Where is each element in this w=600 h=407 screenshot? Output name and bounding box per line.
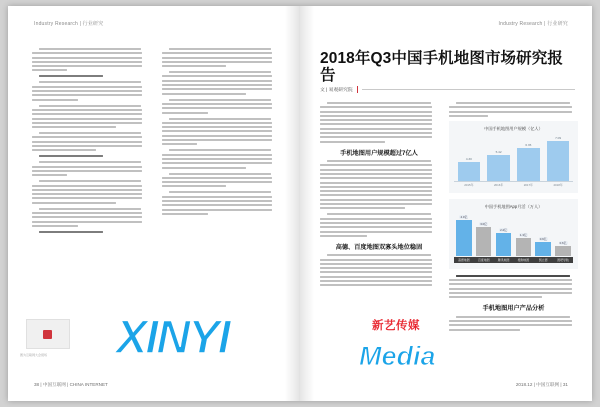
- x-tick-label: 2016年: [493, 182, 504, 187]
- bar: [516, 238, 531, 256]
- chart-app-monthly-active: [449, 199, 578, 269]
- paragraph: [162, 173, 278, 188]
- paragraph: [162, 191, 278, 214]
- right-column-1: [320, 102, 438, 374]
- bar-group: [555, 214, 570, 256]
- section-heading-1: 手机地图用户规模超过7亿人: [340, 149, 418, 157]
- bar-value-label: 4.0亿: [460, 214, 468, 219]
- bar-value-label: 0.6亿: [559, 240, 567, 245]
- bar-group: [476, 214, 491, 256]
- bar-group: [517, 136, 540, 181]
- bar-group: [547, 136, 570, 181]
- bar-value-label: 2.2亿: [500, 227, 508, 232]
- paragraph: [162, 118, 278, 146]
- x-tick-label: 百度地图: [477, 257, 490, 262]
- bar-value-label: 7.09: [555, 136, 562, 141]
- left-column-1: [32, 48, 148, 348]
- chart-user-scale: [449, 121, 578, 193]
- paragraph: [162, 99, 278, 114]
- chart-1-title: 中国手机地图用户规模（亿人）: [484, 125, 543, 131]
- x-tick-label: 图吧导航: [557, 257, 569, 262]
- x-tick-label: 高德地图: [458, 257, 470, 262]
- paragraph: [320, 213, 438, 236]
- left-column-2: [162, 48, 278, 348]
- bar: [555, 246, 570, 256]
- running-head-right: Industry Research | 行业研究: [498, 21, 568, 27]
- section-heading-3: 手机地图用户产品分析: [482, 305, 545, 313]
- bar-group: [496, 214, 511, 256]
- paragraph: [32, 180, 148, 203]
- byline: 文 | 易观研究院: [320, 88, 353, 93]
- bar-value-label: 3.0亿: [480, 222, 488, 227]
- paragraph: [320, 102, 438, 143]
- bar-group: [458, 136, 481, 181]
- bar-value-label: 1.3亿: [519, 233, 527, 238]
- paragraph: [162, 48, 278, 67]
- paragraph: [162, 71, 278, 94]
- section-heading-line: [32, 155, 148, 157]
- paragraph: [320, 254, 438, 286]
- bar: [496, 233, 511, 256]
- paragraph: [32, 132, 148, 151]
- paragraph: [449, 275, 578, 298]
- bar: [487, 155, 510, 181]
- paragraph: [32, 161, 148, 176]
- footer-left: 38 | 中国互联网 | CHINA INTERNET: [34, 382, 108, 387]
- bar-group: [516, 214, 531, 256]
- byline-divider: [362, 89, 575, 90]
- x-tick-label: 2015年: [464, 182, 474, 187]
- watermark-brand-cn: 新艺传媒: [372, 320, 420, 332]
- bar-group: [456, 214, 471, 256]
- chart-1-plot: [454, 136, 573, 182]
- paragraph: [162, 149, 278, 168]
- chart-2-title: 中国手机地图App月活（万人）: [484, 203, 543, 209]
- watermark-brand-latin-2: Media: [359, 341, 436, 371]
- paragraph: [449, 316, 578, 331]
- left-text-columns: [32, 48, 278, 348]
- article-photo: [26, 319, 70, 349]
- page-left: [8, 6, 300, 401]
- chart-2-plot: [454, 214, 573, 256]
- section-heading-2: 高德、百度地图双寡头地位稳固: [335, 243, 423, 251]
- section-heading-line: [32, 75, 148, 77]
- bar: [458, 162, 481, 181]
- paragraph: [32, 48, 148, 71]
- chart-1-x-axis: [454, 183, 573, 187]
- x-tick-label: 2018年: [553, 182, 563, 187]
- bar-value-label: 5.42: [495, 149, 502, 154]
- bar-value-label: 4.30: [465, 156, 472, 161]
- paragraph: [320, 160, 438, 209]
- paragraph: [32, 105, 148, 128]
- watermark-brand-latin: XINYI: [116, 310, 229, 363]
- bar-group: [535, 214, 550, 256]
- bar: [535, 242, 550, 255]
- magazine-spread: [8, 6, 592, 401]
- photo-caption: 图为互联网大会现场: [20, 353, 48, 357]
- byline-row: [320, 86, 575, 93]
- section-heading-line: [32, 231, 148, 233]
- x-tick-label: 搜狗地图: [517, 257, 530, 262]
- byline-accent-mark: [357, 86, 359, 93]
- bar: [476, 227, 491, 256]
- paragraph: [449, 102, 578, 117]
- page-right: [300, 6, 592, 401]
- running-head-left: Industry Research | 行业研究: [34, 21, 104, 27]
- right-column-2: [449, 102, 578, 374]
- paragraph: [32, 208, 148, 227]
- right-text-columns: [320, 102, 578, 374]
- bar-value-label: 0.9亿: [539, 237, 547, 242]
- x-tick-label: 腾讯地图: [497, 257, 510, 262]
- bar: [547, 141, 570, 181]
- bar-value-label: 6.35: [525, 142, 532, 147]
- flag-star-icon: [43, 330, 52, 339]
- bar-group: [487, 136, 510, 181]
- paragraph: [32, 81, 148, 100]
- x-tick-label: 凯立德: [538, 257, 548, 262]
- chart-2-x-axis: [454, 257, 573, 263]
- bar: [517, 148, 540, 181]
- footer-right: 2018.12 | 中国互联网 | 31: [515, 382, 568, 387]
- page-title: 2018年Q3中国手机地图市场研究报告: [320, 50, 563, 85]
- bar: [456, 220, 471, 256]
- x-tick-label: 2017年: [523, 182, 534, 187]
